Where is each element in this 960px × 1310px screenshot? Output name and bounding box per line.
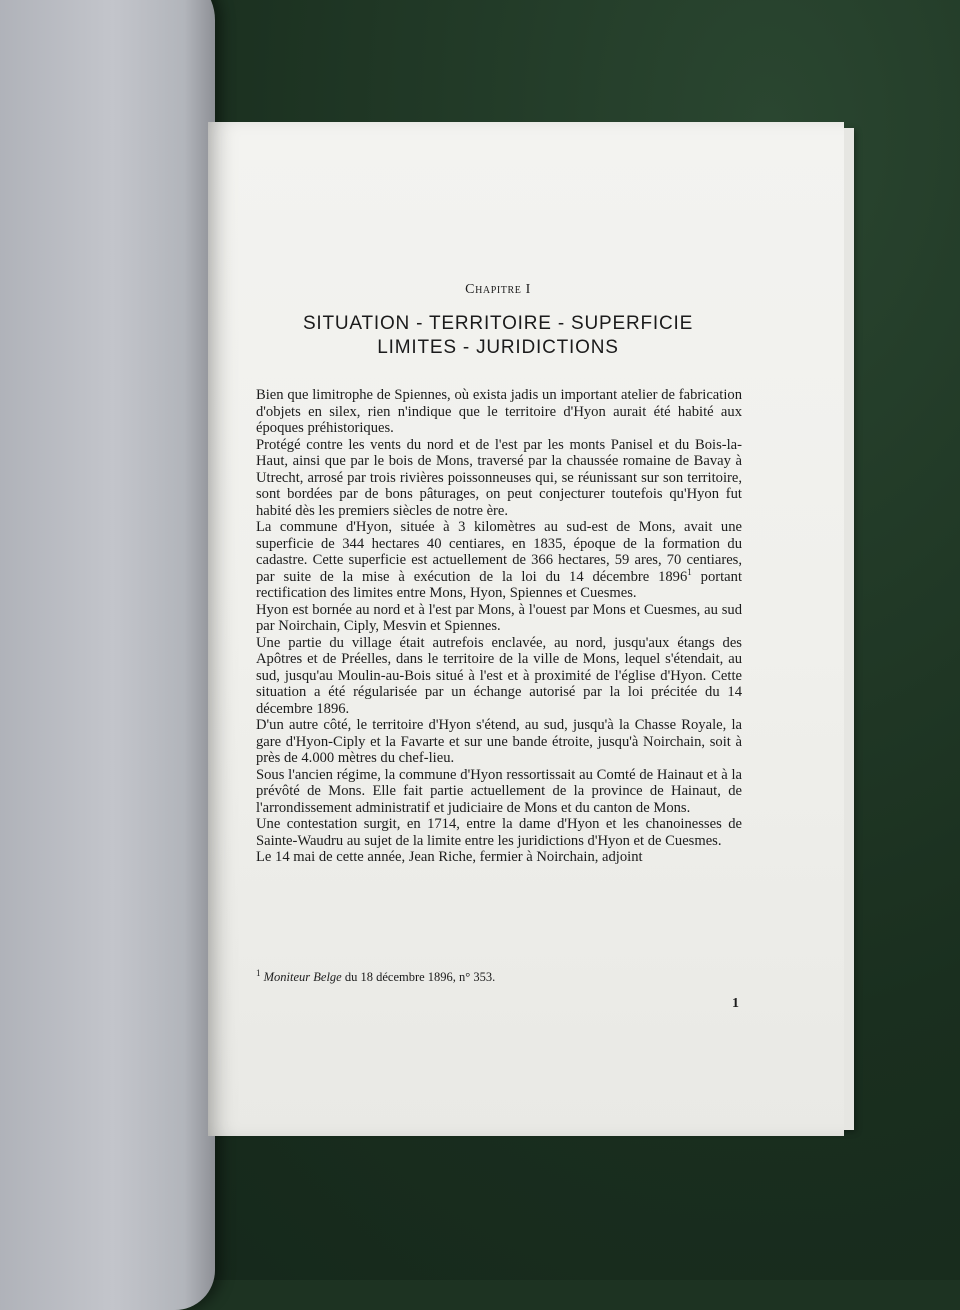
left-page xyxy=(0,0,215,1310)
footnote xyxy=(256,967,742,985)
footnote-text: du 18 décembre 1896, n° 353. xyxy=(341,970,496,984)
paragraph xyxy=(256,519,742,602)
paragraph: Protégé contre les vents du nord et de l'est par les monts Panisel et du Bois-la-Haut, ainsi que par le bois de Mons, traversé par la chaussée romaine de Bavay à Utrecht, arrosé par trois rivières poissonneuses qui, se réunissant sur son territoire, sont bordées par de bons pâturages, on peut conjecturer toutefois qu'Hyon fut habité dès les premiers siècles de notre ère. xyxy=(256,436,742,519)
paragraph: Une partie du village était autrefois enclavée, au nord, jusqu'aux étangs des Apôtres et de Préelles, dans le territoire de la ville de Mons, lequel s'étendait, au sud, jusqu'au Moulin-au-Bois situé à l'est et à proximité de l'église d'Hyon. Cette situation a été régularisée par un échange autorisé par la loi précitée du 14 décembre 1896. xyxy=(256,634,742,717)
paragraph-part: La commune d'Hyon, située à 3 kilomètres au sud-est de Mons, avait une superficie de 344 hectares 40 centiares, en 1835, époque de la formation du cadastre. Cette superficie est actuellement de 366 hectares, 59 ares, 70 centiares, par suite de la mise à exécution de la loi du 14 décembre 1896 xyxy=(256,519,742,585)
chapter-title-line-1: SITUATION - TERRITOIRE - SUPERFICIE xyxy=(302,313,694,334)
footnote-reference: 1 xyxy=(687,566,692,577)
paragraph: D'un autre côté, le territoire d'Hyon s'étend, au sud, jusqu'à la Chasse Royale, la gare d'Hyon-Ciply et la Favarte et sur une bande étroite, jusqu'à Noirchain, soit à près de 4.000 mètres du chef-lieu. xyxy=(256,717,742,766)
chapter-title-line-2: LIMITES - JURIDICTIONS xyxy=(377,337,619,358)
paragraph: Le 14 mai de cette année, Jean Riche, fermier à Noirchain, adjoint xyxy=(256,849,643,865)
footnote-title: Moniteur Belge xyxy=(263,970,342,984)
footnote-mark: 1 xyxy=(256,967,261,978)
chapter-title xyxy=(208,312,788,360)
chapter-label: Chapitre I xyxy=(465,282,531,297)
paragraph: Bien que limitrophe de Spiennes, où exista jadis un important atelier de fabrication d'objets en silex, rien n'indique que le territoire d'Hyon aurait été habité aux époques préhistoriques. xyxy=(256,387,742,436)
book-page xyxy=(208,122,844,1136)
paragraph: Sous l'ancien régime, la commune d'Hyon ressortissait au Comté de Hainaut et à la prévôté de Mons. Elle fait partie actuellement de la province de Hainaut, de l'arrondissement administratif et judiciaire de Mons et du canton de Mons. xyxy=(256,766,742,816)
paragraph-part: portant rectification des limites entre Mons, Hyon, Spiennes et Cuesmes. xyxy=(256,568,742,601)
page-number: 1 xyxy=(732,996,739,1011)
body-text xyxy=(256,387,742,866)
paragraph: Hyon est bornée au nord et à l'est par Mons, à l'ouest par Mons et Cuesmes, au sud par Noirchain, Ciply, Mesvin et Spiennes. xyxy=(256,601,742,634)
paragraph: Une contestation surgit, en 1714, entre la dame d'Hyon et les chanoinesses de Sainte-Waudru au sujet de la limite entre les juridictions d'Hyon et de Cuesmes. xyxy=(256,816,742,849)
